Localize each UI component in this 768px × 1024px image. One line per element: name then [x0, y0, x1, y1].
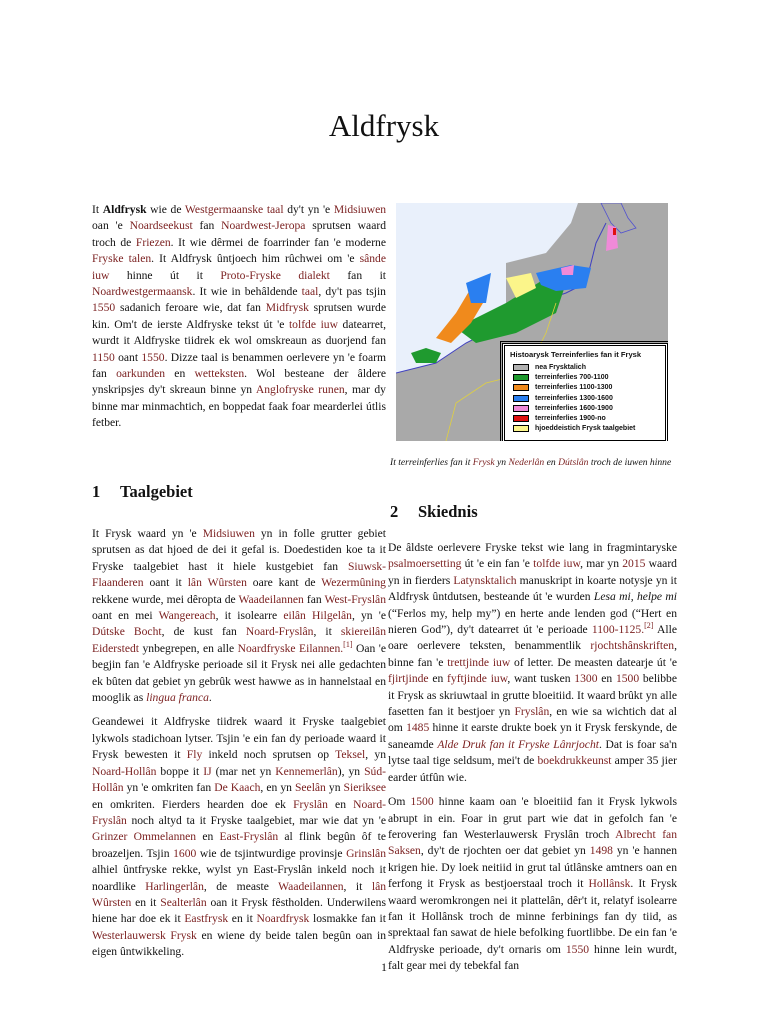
wiki-link[interactable]: 1550 [141, 350, 165, 364]
wiki-link[interactable]: 1150 [92, 350, 115, 364]
section-number: 1 [92, 482, 101, 501]
legend-item [513, 394, 665, 403]
legend-swatch [513, 405, 529, 412]
section-heading-taalgebiet [92, 482, 193, 502]
wiki-link[interactable]: 1498 [589, 844, 613, 858]
wiki-link[interactable]: lingua franca [146, 691, 209, 705]
region-red [613, 228, 616, 235]
wiki-link[interactable]: tolfde iuw [288, 317, 338, 331]
italic-term: Lesa mi, helpe mi [593, 590, 677, 604]
wiki-link[interactable]: Noardwest-Jeropa [221, 219, 306, 233]
bold-term: Aldfrysk [102, 203, 147, 216]
wiki-link[interactable]: Eastfrysk [184, 912, 229, 926]
wiki-link[interactable]: Fryslân [514, 705, 550, 719]
wiki-link[interactable]: 1600 [173, 846, 197, 860]
wiki-link[interactable]: 1100-1125 [591, 623, 642, 637]
wiki-link[interactable]: Latynsktalich [453, 573, 517, 587]
wiki-link[interactable]: Dútske Bocht [92, 625, 162, 639]
legend-item [513, 373, 665, 382]
legend-label: terreinferlies 1900-no [535, 414, 606, 422]
legend-item [513, 363, 665, 372]
wiki-link[interactable]: 1500 [410, 795, 434, 809]
rich-paragraph: De âldste oerlevere Fryske tekst wie lang in fragmintaryske psalmoersetting út 'e ein fan 'e tolfde iuw, mar yn 2015 waard yn in fierders Latynsktalich manuskript in koarte notysje yn it Aldfrysk ûntdutsen, besteande út 'e wurden Lesa mi, helpe mi (“Ferlos my, help my”) en herte ande lenden god (“Hert en nieren God”), dy't datearret út 'e perioade 1100-1125.[2] Alle oare oerlevere teksten, benammentlik rjochtshânskriften, binne fan 'e trettjinde iuw of letter. De measten datearje út 'e fjirtjinde en fyftjinde iuw, want tusken 1300 en 1500 belibbe it Frysk as skriuwtaal in grutte bloeitiid. It waard brûkt yn alle fasetten fan it bestjoer yn Fryslân, en wie sa wichtich dat al om 1485 hinne it earste drukte boek yn it Frysk ferskynde, de saneamde Alde Druk fan it Fryske Lânrjocht. Dat is foar sa'n lytse taal tige seldsum, mei't de boekdrukkeunst amper 35 jier earder útfûn wie. [388, 541, 678, 784]
legend-label: terreinferlies 1600-1900 [535, 404, 613, 412]
rich-paragraph: It Aldfrysk wie de Westgermaanske taal dy't yn 'e Midsiuwen oan 'e Noardseekust fan Noardwest-Jeropa sprutsen waard troch de Friezen. It wie dêrmei de foarrinder fan 'e moderne Fryske talen. It Aldfrysk ûntjoech him rûchwei om 'e sânde iuw hinne út it Proto-Fryske dialekt fan it Noardwestgermaansk. It wie in behâldende taal, dy't pas tsjin 1550 sadanich feroare wie, dat fan Midfrysk sprutsen wurde kin. Om't de ierste Aldfryske tekst út 'e tolfde iuw datearret, wurdt it Aldfryske tiidrek ek wol omskreaun as duorjend fan 1150 oant 1550. Dizze taal is benammen oerlevere yn 'e foarm fan oarkunden en wetteksten. Wol besteane der âldere ynskripsjes dy't skreaun binne yn Anglofryske runen, mar dy binne mar minmachtich, en boppedat faak foar mearderlei útlis fetber. [92, 203, 387, 430]
page-title: Aldfrysk [328, 108, 440, 143]
wiki-link[interactable]: Noard-Hollân [92, 764, 157, 778]
wiki-link[interactable]: 1550 [565, 942, 590, 956]
wiki-link[interactable]: fjirtjinde [388, 672, 429, 686]
wiki-link[interactable]: De Kaach [214, 781, 261, 795]
legend-title: Histoarysk Terreinferlies fan it Frysk [510, 350, 642, 359]
legend-label: terreinferlies 1100-1300 [535, 384, 613, 392]
rich-paragraph: Geandewei it Aldfryske tiidrek waard it Fryske taalgebiet lykwols stadichoan lytser. Tsjin 'e ein fan dy perioade waard it Frysk bewesten it Fly inkeld noch sprutsen op Teksel, yn Noard-Hollân boppe it IJ (mar net yn Kennemerlân), yn Súd-Hollân yn 'e omkriten fan De Kaach, en yn Seelân yn Sieriksee en omkriten. Fierders hearden doe ek Fryslân en Noard-Fryslân noch altyd ta it Fryske taalgebiet, mar wie dat yn 'e Grinzer Ommelannen en East-Fryslân al flink begûn ôf te broazeljen. Tsjin 1600 wie de tsjintwurdige provinsje Grinslân alhiel ûntfryske rekke, wylst yn East-Fryslân inkeld noch it noardlike Harlingerlân, de measte Waadeilannen, it lân Wûrsten en it Sealterlân oan it Frysk fêstholden. Underwilens hiene har doe ek it Eastfrysk en it Noardfrysk losmakke fan it Westerlauwersk Frysk en wiene dy beide talen begûn oan in eigen ûntwikkeling. [92, 715, 387, 959]
wiki-link[interactable]: skiereilân Eiderstedt [92, 625, 386, 655]
rich-paragraph: Om 1500 hinne kaam oan 'e bloeitiid fan it Frysk lykwols abrupt in ein. Foar in grut part wie dat in gefolch fan 'e ferovering fan Westerlauwersk Fryslân troch Albrecht fan Saksen, dy't de rjochten oer dat gebiet yn 1498 yn 'e hannen krigen hie. Dy loek neitiid in grut tal útlânske amtners oan en ferfong it Frysk as bestjoerstaal troch it Hollânsk. It Frysk waard weromkrongen nei it plattelân, dêr't it, relatyf isolearre fan it Hollânsk troch de minne ferbinings fan dy tiid, as sprektaal fan sawat de hiele befolking fuortlibbe. De ein fan 'e Aldfryske perioade, dy't ornaris om 1550 hinne lein wurdt, falt gear mei dy tebekfal fan [388, 795, 677, 973]
wiki-link[interactable]: oarkunden [116, 367, 166, 381]
wiki-link[interactable]: Noardwestgermaansk [92, 285, 193, 299]
wiki-link[interactable]: Proto-Fryske dialekt [220, 268, 330, 282]
wiki-link[interactable]: sânde iuw [92, 252, 386, 282]
wiki-link[interactable]: taal [301, 285, 319, 299]
wiki-link[interactable]: 1300 [574, 672, 598, 686]
intro-paragraph [92, 202, 386, 440]
rich-paragraph: It Frysk waard yn 'e Midsiuwen yn in folle grutter gebiet sprutsen as dat hjoed de dei it gefal is. Doedestiden koe ta it Fryske taalgebiet hast it hiele kustgebiet fan Siuwsk-Flaanderen oant it lân Wûrsten oare kant de Wezermûning rekkene wurde, mei dêropta de Waadeilannen fan West-Fryslân oant en mei Wangereach, it isolearre eilân Hilgelân, yn 'e Dútske Bocht, de kust fan Noard-Fryslân, it skiereilân Eiderstedt ynbegrepen, en alle Noardfryske Eilannen.[1] Oan 'e begjin fan 'e Aldfryske perioade sil it Frysk nei alle gedachten ek bûten dat gebiet yn gebrûk west hawwe as in hannelstaal en mooglik as lingua franca. [92, 527, 387, 705]
wiki-link[interactable]: fyftjinde iuw [447, 672, 508, 686]
wiki-link[interactable]: Noardfryske Eilannen [237, 641, 341, 655]
legend-swatch [513, 364, 529, 371]
citation-link[interactable]: [1] [343, 639, 353, 649]
wiki-link[interactable]: Teksel [335, 748, 366, 762]
wiki-link[interactable]: Westerlauwersk Frysk [92, 928, 197, 942]
wiki-link[interactable]: Wangereach [158, 609, 216, 623]
section-skiednis-body [388, 540, 677, 983]
wiki-link[interactable]: Midsiuwen [202, 527, 255, 540]
wiki-link[interactable]: East-Fryslân [219, 830, 279, 844]
legend-label: hjoeddeistich Frysk taalgebiet [535, 425, 636, 433]
wiki-link[interactable]: Westgermaanske taal [184, 203, 284, 216]
section-number: 2 [390, 502, 399, 521]
wiki-link[interactable]: Wezermûning [321, 576, 386, 590]
wiki-link[interactable]: Midsiuwen [333, 203, 387, 216]
wiki-link[interactable]: 2015 [622, 557, 646, 571]
wiki-link[interactable]: rjochtshânskriften [590, 639, 675, 653]
legend-label: terreinferlies 700-1100 [535, 374, 609, 382]
wiki-link[interactable]: Waadeilannen [238, 592, 304, 606]
wiki-link[interactable]: tolfde iuw [533, 557, 581, 571]
legend-swatch [513, 374, 529, 381]
section-title: Skiednis [418, 502, 478, 521]
wiki-link[interactable]: Midfrysk [265, 301, 309, 315]
wiki-link[interactable]: Anglofryske runen [255, 383, 345, 397]
legend-item [513, 414, 665, 423]
wiki-link[interactable]: Frysk [472, 457, 495, 468]
wiki-link[interactable]: lân Wûrsten [187, 576, 247, 590]
wiki-link[interactable]: . [340, 641, 344, 655]
section-taalgebiet-body [92, 526, 386, 969]
legend-swatch [513, 425, 529, 432]
legend-swatch [513, 384, 529, 391]
wiki-link[interactable]: trettjinde iuw [447, 655, 511, 669]
wiki-link[interactable]: Friezen [135, 235, 171, 249]
wiki-link[interactable]: 1550 [92, 301, 116, 315]
wiki-link[interactable]: Noard-Fryslân [245, 625, 314, 639]
wiki-link[interactable]: Seelân [294, 781, 326, 795]
wiki-link[interactable]: Harlingerlân [145, 879, 204, 893]
wiki-link[interactable]: IJ [203, 764, 212, 778]
wiki-link[interactable]: Fryske talen [92, 252, 152, 266]
wiki-link[interactable]: . [641, 623, 645, 637]
wiki-link[interactable]: Grinzer Ommelannen [92, 830, 197, 844]
legend-label: terreinferlies 1300-1600 [535, 394, 613, 402]
legend-item [513, 404, 665, 413]
wiki-link[interactable]: eilân Hilgelân [283, 609, 352, 623]
wiki-link[interactable]: 1500 [615, 672, 640, 686]
wiki-link[interactable]: Alde Druk fan it Fryske Lânrjocht [437, 737, 599, 751]
wiki-link[interactable]: Nederlân [508, 457, 545, 468]
map-legend [502, 343, 668, 441]
wiki-link[interactable]: Sealterlân [160, 895, 207, 909]
region-south-green [411, 348, 441, 363]
wiki-link[interactable]: Hollânsk [588, 877, 631, 891]
section-heading-skiednis [390, 502, 478, 522]
wiki-link[interactable]: Fly [186, 748, 203, 762]
wiki-link[interactable]: Noardseekust [129, 219, 193, 233]
wiki-link[interactable]: Fryslân [293, 797, 328, 811]
figure-caption: It terreinferlies fan it Frysk yn Nederlân en Dútslân troch de iuwen hinne [390, 457, 672, 468]
map-figure [396, 203, 668, 441]
wiki-link[interactable]: boekdrukkeunst [537, 754, 612, 768]
wiki-link[interactable]: Waadeilannen [278, 879, 344, 893]
wiki-link[interactable]: Siuwsk-Flaanderen [92, 559, 386, 590]
section-title: Taalgebiet [120, 482, 193, 501]
legend-label: nea Frysktalich [535, 364, 586, 371]
legend-swatch [513, 415, 529, 422]
page-number: 1 [381, 960, 387, 974]
wiki-link[interactable]: 1485 [406, 721, 430, 735]
wiki-link[interactable]: Kennemerlân [275, 764, 338, 778]
wiki-link[interactable]: lân Wûrsten [92, 879, 387, 909]
wiki-link[interactable]: Súd-Hollân [92, 764, 386, 795]
wiki-link[interactable]: wetteksten [194, 367, 245, 381]
wiki-link[interactable]: psalmoersetting [388, 557, 462, 571]
wiki-link[interactable]: Sieriksee [343, 781, 387, 795]
wiki-link[interactable]: Grinslân [346, 846, 386, 860]
wiki-link[interactable]: Dútslân [558, 457, 589, 468]
legend-swatch [513, 395, 529, 402]
wiki-link[interactable]: Albrecht fan Saksen [388, 827, 677, 858]
wiki-link[interactable]: West-Fryslân [324, 592, 386, 606]
legend-item [513, 424, 665, 433]
wiki-link[interactable]: Noard-Fryslân [92, 797, 387, 827]
wiki-link[interactable]: Noardfrysk [256, 912, 310, 926]
legend-item [513, 383, 665, 392]
citation-link[interactable]: [2] [644, 621, 654, 631]
